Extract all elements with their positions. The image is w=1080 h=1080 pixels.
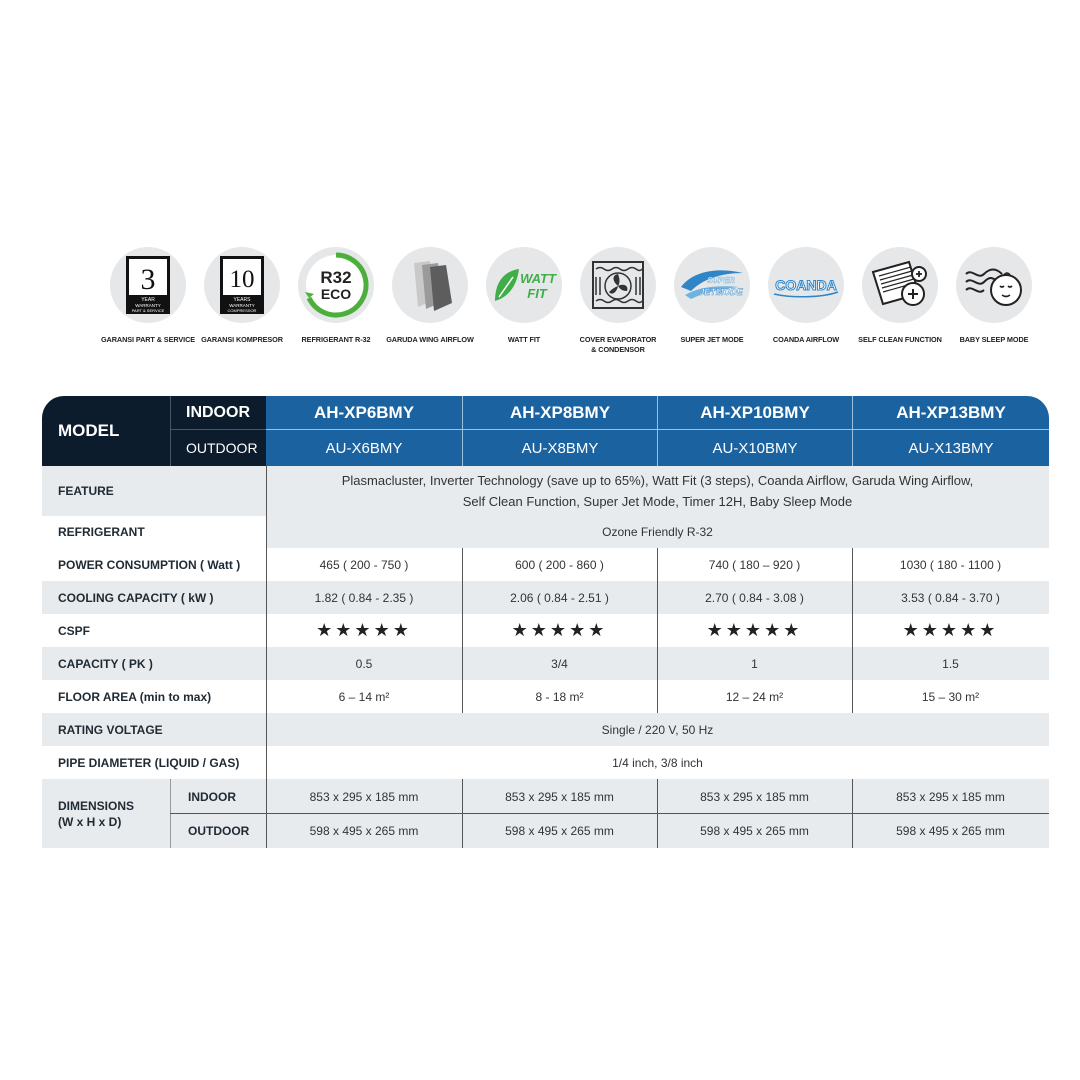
dimensions-outdoor-value-1: 598 x 495 x 265 mm	[309, 824, 419, 838]
svg-text:FIT: FIT	[527, 286, 547, 301]
feature-coanda-airflow	[754, 247, 858, 345]
dimensions-indoor-value-2: 853 x 295 x 185 mm	[505, 789, 614, 804]
floor-area-label: FLOOR AREA (min to max)	[58, 689, 212, 704]
refrigerant-label: REFRIGERANT	[58, 525, 145, 539]
power-value-2: 600 ( 200 - 860 )	[515, 557, 604, 572]
warranty-3-number: 3	[140, 263, 156, 296]
feature-icons-row	[96, 247, 1029, 367]
dimensions-outdoor-value-2: 598 x 495 x 265 mm	[505, 824, 614, 838]
feature-garuda-wing	[378, 247, 482, 345]
outdoor-model-1: AU-X6BMY	[325, 439, 403, 457]
feature-label: REFRIGERANT R-32	[301, 335, 371, 344]
capacity-value-1: 0.5	[355, 656, 373, 671]
svg-text:COANDA: COANDA	[775, 277, 837, 293]
feature-label: COVER EVAPORATOR & CONDENSOR	[579, 335, 657, 354]
svg-text:JETMODE: JETMODE	[699, 287, 743, 297]
svg-text:WARRANTY: WARRANTY	[229, 303, 255, 308]
coanda-icon	[768, 247, 844, 323]
outdoor-model-2: AU-X8BMY	[462, 430, 657, 466]
feature-warranty-compressor	[190, 247, 294, 345]
indoor-model-4: AH-XP13BMY	[852, 396, 1049, 430]
rating-voltage-label: RATING VOLTAGE	[58, 722, 163, 737]
feature-value: Plasmacluster, Inverter Technology (save up to 65%), Watt Fit (3 steps), Coanda Airflow, Garuda Wing Airflow, Self Clean Function, Super Jet Mode, Timer 12H, Baby Sleep Mode	[341, 473, 974, 509]
power-label: POWER CONSUMPTION ( Watt )	[58, 557, 241, 572]
feature-label: SELF CLEAN FUNCTION	[858, 335, 942, 344]
feature-label: BABY SLEEP MODE	[959, 335, 1029, 344]
power-value-4: 1030 ( 180 - 1100 )	[899, 557, 1002, 572]
feature-label: FEATURE	[58, 484, 114, 498]
watt-fit-icon	[486, 247, 562, 323]
feature-watt-fit	[472, 247, 576, 345]
feature-label: GARANSI KOMPRESOR	[201, 335, 283, 344]
cspf-label: CSPF	[58, 623, 91, 638]
dimensions-indoor-label: INDOOR	[188, 789, 236, 804]
capacity-value-2: 3/4	[551, 656, 568, 671]
garuda-wing-icon	[392, 247, 468, 323]
outdoor-model-3: AU-X10BMY	[657, 430, 852, 466]
capacity-value-3: 1	[751, 656, 758, 671]
floor-area-value-1: 6 – 14 m²	[338, 689, 390, 704]
indoor-header: INDOOR	[170, 396, 266, 430]
feature-label: GARANSI PART & SERVICE	[100, 335, 196, 344]
floor-area-value-2: 8 - 18 m²	[535, 689, 584, 704]
svg-text:COMPRESSOR: COMPRESSOR	[227, 308, 257, 313]
feature-label: COANDA AIRFLOW	[772, 335, 840, 344]
rating-voltage-value: Single / 220 V, 50 Hz	[601, 722, 714, 737]
dimensions-indoor-value-4: 853 x 295 x 185 mm	[896, 789, 1005, 804]
cooling-value-1: 1.82 ( 0.84 - 2.35 )	[314, 590, 414, 605]
feature-cover-evaporator	[566, 247, 670, 355]
svg-text:WARRANTY: WARRANTY	[135, 303, 161, 308]
dimensions-outdoor-value-4: 598 x 495 x 265 mm	[896, 824, 1005, 838]
cspf-stars-3: ★★★★★	[706, 620, 803, 640]
svg-text:WATT: WATT	[520, 271, 556, 286]
cooling-value-4: 3.53 ( 0.84 - 3.70 )	[901, 590, 1000, 605]
cover-evaporator-icon	[580, 247, 656, 323]
feature-baby-sleep	[942, 247, 1046, 345]
cooling-label: COOLING CAPACITY ( kW )	[58, 590, 214, 605]
capacity-value-4: 1.5	[942, 656, 959, 671]
dimensions-outdoor-label: OUTDOOR	[188, 824, 250, 838]
baby-sleep-icon	[956, 247, 1032, 323]
r32-eco-icon	[298, 247, 374, 323]
self-clean-icon	[862, 247, 938, 323]
feature-super-jet-mode	[660, 247, 764, 345]
refrigerant-value: Ozone Friendly R-32	[602, 525, 713, 539]
svg-text:YEARS: YEARS	[233, 297, 251, 303]
feature-label: WATT FIT	[507, 335, 541, 344]
dimensions-indoor-value-1: 853 x 295 x 185 mm	[309, 789, 419, 804]
feature-label: GARUDA WING AIRFLOW	[386, 335, 474, 344]
svg-text:10: 10	[229, 266, 255, 293]
floor-area-value-3: 12 – 24 m²	[725, 689, 784, 704]
super-jet-mode-icon	[674, 247, 750, 323]
feature-label: SUPER JET MODE	[680, 335, 744, 344]
dimensions-label: DIMENSIONS (W x H x D)	[58, 798, 135, 829]
capacity-label: CAPACITY ( PK )	[58, 656, 153, 671]
cspf-stars-2: ★★★★★	[511, 620, 608, 640]
floor-area-value-4: 15 – 30 m²	[921, 689, 980, 704]
cspf-stars-1: ★★★★★	[316, 620, 412, 640]
indoor-model-2: AH-XP8BMY	[462, 396, 657, 430]
power-value-3: 740 ( 180 – 920 )	[708, 557, 801, 572]
power-value-1: 465 ( 200 - 750 )	[319, 557, 409, 572]
warranty-3-years-icon	[110, 247, 186, 323]
model-header: MODEL	[42, 396, 170, 466]
dimensions-outdoor-value-3: 598 x 495 x 265 mm	[700, 824, 809, 838]
cooling-value-2: 2.06 ( 0.84 - 2.51 )	[510, 590, 609, 605]
outdoor-model-4: AU-X13BMY	[852, 430, 1049, 466]
feature-refrigerant-r32	[284, 247, 388, 345]
cspf-stars-4: ★★★★★	[902, 620, 999, 640]
feature-warranty-part-service	[96, 247, 200, 345]
outdoor-header: OUTDOOR	[170, 430, 266, 466]
svg-text:SUPER: SUPER	[707, 276, 735, 285]
pipe-diameter-label: PIPE DIAMETER (LIQUID / GAS)	[58, 755, 240, 770]
svg-text:YEAR: YEAR	[141, 297, 155, 303]
dimensions-indoor-value-3: 853 x 295 x 185 mm	[700, 789, 809, 804]
svg-text:PART & SERVICE: PART & SERVICE	[131, 308, 165, 313]
cooling-value-3: 2.70 ( 0.84 - 3.08 )	[705, 590, 804, 605]
pipe-diameter-value: 1/4 inch, 3/8 inch	[612, 755, 703, 770]
spec-table	[42, 396, 1049, 848]
svg-text:ECO: ECO	[320, 286, 352, 302]
svg-text:R32: R32	[320, 268, 352, 287]
indoor-model-3: AH-XP10BMY	[657, 396, 852, 430]
warranty-10-years-icon	[204, 247, 280, 323]
indoor-model-1: AH-XP6BMY	[266, 396, 462, 430]
feature-self-clean	[848, 247, 952, 345]
